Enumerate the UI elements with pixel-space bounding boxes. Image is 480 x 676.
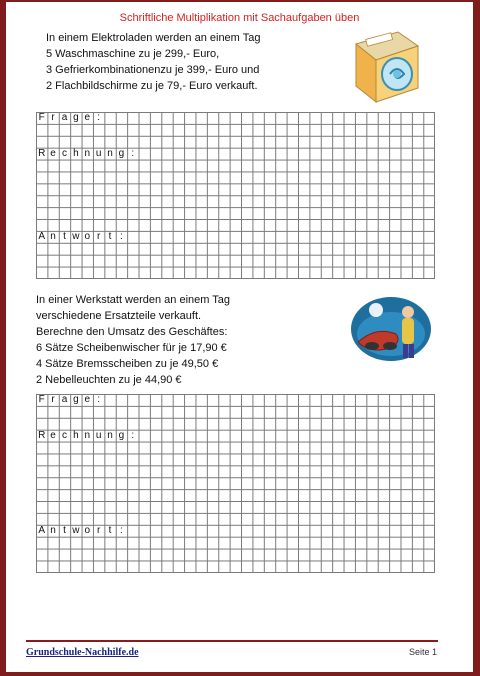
grid-label-antwort: A n t w o r t : xyxy=(38,525,123,536)
grid-label-frage: F r a g e : xyxy=(38,394,101,405)
task-1-line: 2 Flachbildschirme zu je 79,- Euro verkauft. xyxy=(46,80,258,92)
task-1-line: 5 Waschmaschine zu je 299,- Euro, xyxy=(46,48,220,60)
grid-label-antwort: A n t w o r t : xyxy=(38,231,123,242)
task-1-line: 3 Gefrierkombinationenzu je 399,- Euro und xyxy=(46,64,260,76)
footer-page-number: Seite 1 xyxy=(408,647,437,657)
washing-machine-icon xyxy=(346,26,424,106)
grid-label-rechnung: R e c h n u n g : xyxy=(38,430,135,441)
worksheet-title: Schriftliche Multiplikation mit Sachaufgaben üben xyxy=(119,12,360,24)
task-1-text xyxy=(46,30,260,94)
task-1-line: In einem Elektroladen werden an einem Tag xyxy=(46,32,261,44)
task-2-line: 2 Nebelleuchten zu je 44,90 € xyxy=(36,374,182,386)
grid-label-frage: F r a g e : xyxy=(38,112,101,123)
task-2-line: 4 Sätze Bremsscheiben zu je 49,50 € xyxy=(36,358,219,370)
task-2-line: verschiedene Ersatzteile verkauft. xyxy=(36,310,202,322)
worksheet-page xyxy=(6,2,473,672)
footer-site-link[interactable]: Grundschule-Nachhilfe.de xyxy=(26,647,139,658)
answer-grid-1 xyxy=(36,112,435,279)
task-2-line: 6 Sätze Scheibenwischer für je 17,90 € xyxy=(36,342,227,354)
mechanic-icon xyxy=(350,294,432,364)
task-2-text xyxy=(36,292,230,388)
footer-divider xyxy=(26,640,438,642)
task-2-line: Berechne den Umsatz des Geschäftes: xyxy=(36,326,228,338)
grid-label-rechnung: R e c h n u n g : xyxy=(38,148,135,159)
answer-grid-2 xyxy=(36,394,435,573)
task-2-line: In einer Werkstatt werden an einem Tag xyxy=(36,294,231,306)
